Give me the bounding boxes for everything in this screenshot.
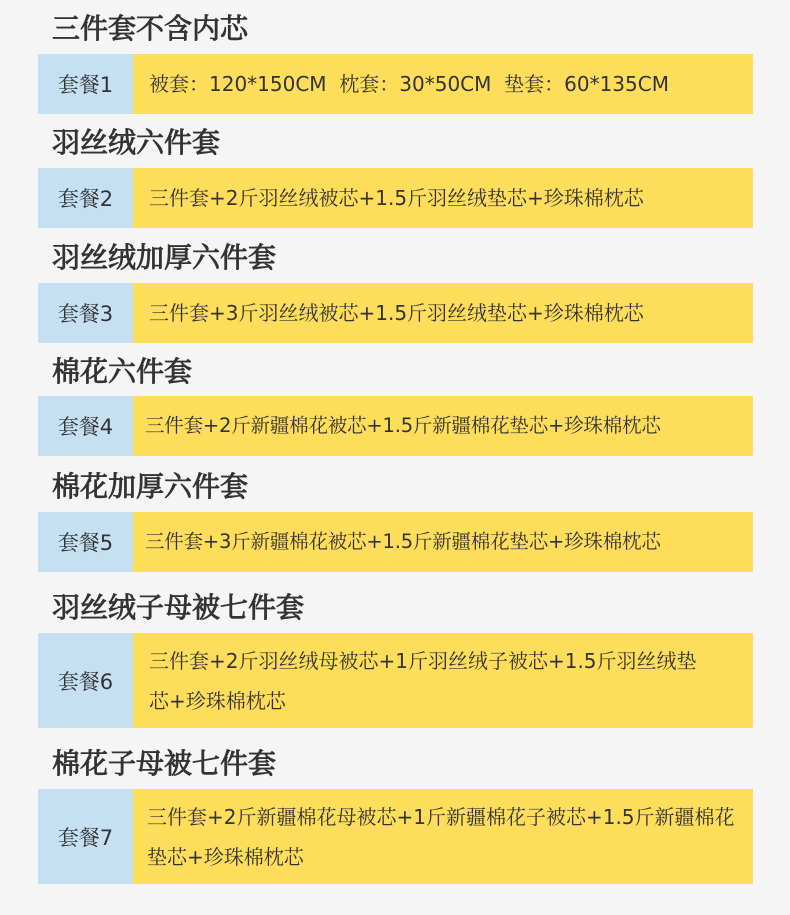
package-label: 套餐2 — [38, 168, 133, 228]
package-label: 套餐6 — [38, 633, 133, 728]
package-content: 三件套+3斤新疆棉花被芯+1.5斤新疆棉花垫芯+珍珠棉枕芯 — [133, 512, 753, 572]
package-row-3 — [38, 283, 753, 343]
section-title: 羽丝绒六件套 — [52, 126, 221, 159]
package-row-4 — [38, 396, 753, 456]
package-label: 套餐1 — [38, 54, 133, 114]
section-title: 羽丝绒加厚六件套 — [52, 241, 277, 274]
package-row-1 — [38, 54, 753, 114]
section-title: 三件套不含内芯 — [52, 12, 249, 45]
package-content: 三件套+3斤羽丝绒被芯+1.5斤羽丝绒垫芯+珍珠棉枕芯 — [133, 283, 753, 343]
package-content: 三件套+2斤羽丝绒被芯+1.5斤羽丝绒垫芯+珍珠棉枕芯 — [133, 168, 753, 228]
package-row-7 — [38, 789, 753, 884]
package-label: 套餐5 — [38, 512, 133, 572]
package-row-5 — [38, 512, 753, 572]
package-content: 三件套+2斤新疆棉花母被芯+1斤新疆棉花子被芯+1.5斤新疆棉花垫芯+珍珠棉枕芯 — [133, 789, 753, 884]
package-label: 套餐4 — [38, 396, 133, 456]
section-title: 棉花加厚六件套 — [52, 470, 249, 503]
package-content: 三件套+2斤羽丝绒母被芯+1斤羽丝绒子被芯+1.5斤羽丝绒垫芯+珍珠棉枕芯 — [133, 633, 753, 728]
package-label: 套餐3 — [38, 283, 133, 343]
section-title: 棉花六件套 — [52, 355, 193, 388]
section-title: 棉花子母被七件套 — [52, 747, 277, 780]
section-title: 羽丝绒子母被七件套 — [52, 591, 305, 624]
package-row-6 — [38, 633, 753, 728]
package-row-2 — [38, 168, 753, 228]
package-label: 套餐7 — [38, 789, 133, 884]
package-content: 三件套+2斤新疆棉花被芯+1.5斤新疆棉花垫芯+珍珠棉枕芯 — [133, 396, 753, 456]
package-content: 被套：120*150CM 枕套：30*50CM 垫套：60*135CM — [133, 54, 753, 114]
